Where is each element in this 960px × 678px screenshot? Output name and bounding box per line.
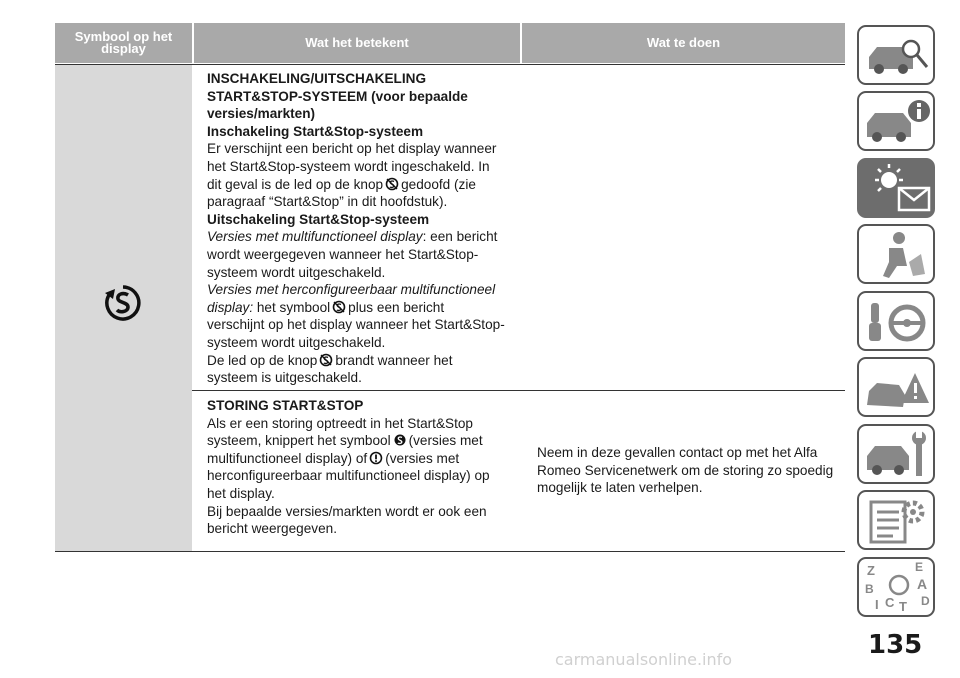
tab-emergency[interactable] xyxy=(857,357,935,417)
tab-safety[interactable] xyxy=(857,224,935,284)
start-stop-off-icon xyxy=(332,300,346,314)
index-letter-i: I xyxy=(875,597,879,612)
header-symbol: Symbool op het display xyxy=(55,23,192,63)
text-span: (versies met xyxy=(385,450,460,466)
row1-title-line1: INSCHAKELING/UITSCHAKELING xyxy=(207,71,427,86)
text-line: Versies met herconfigureerbaar multifunctioneel xyxy=(207,282,496,298)
text-line: Als er een storing optreedt in het Start&Stop xyxy=(207,415,473,431)
airbag-safety-icon xyxy=(859,226,933,282)
table-bottom-line xyxy=(55,551,845,552)
text-line xyxy=(207,176,522,194)
text-span: systeem, knippert het symbool xyxy=(207,433,391,449)
text-line: systeem wordt uitgeschakeld. xyxy=(207,264,386,280)
text-line: verschijnt op het display wanneer het Start&Stop- xyxy=(207,317,505,333)
index-letter-e: E xyxy=(915,560,924,574)
row1-subtitle-activation: Inschakeling Start&Stop-systeem xyxy=(207,123,424,139)
alphabetical-index-icon xyxy=(859,559,933,615)
text-span: plus een bericht xyxy=(348,299,445,315)
text-span: display: xyxy=(207,299,254,315)
technical-data-gear-icon xyxy=(859,492,933,548)
row1-title-line3: versies/markten) xyxy=(207,106,316,122)
start-stop-off-icon xyxy=(385,177,399,191)
header-meaning: Wat het betekent xyxy=(194,23,520,63)
text-span: multifunctioneel display) of xyxy=(207,450,368,466)
text-line: Romeo Servicenetwerk om de storing zo spoedig xyxy=(537,462,834,478)
text-line: Neem in deze gevallen contact op met het Alfa xyxy=(537,445,818,460)
text-line xyxy=(207,432,522,450)
tab-warning-lights[interactable] xyxy=(857,158,935,218)
text-line: herconfigureerbaar multifunctioneel display) op xyxy=(207,468,490,484)
start-stop-failure-icon xyxy=(393,433,407,447)
text-span: dit geval is de led op de knop xyxy=(207,176,384,192)
text-span: Versies met multifunctioneel display xyxy=(207,229,423,245)
text-line: Bij bepaalde versies/markten wordt er ook een xyxy=(207,503,487,519)
index-letter-t: T xyxy=(899,599,907,614)
warning-exclamation-icon xyxy=(369,451,383,465)
text-line: wordt weergegeven wanneer het Start&Stop- xyxy=(207,246,479,262)
text-span: het symbool xyxy=(253,299,331,315)
start-stop-symbol-icon xyxy=(103,283,143,323)
text-line xyxy=(207,299,522,317)
warning-light-message-icon xyxy=(859,160,933,216)
key-steering-wheel-icon xyxy=(859,293,933,349)
index-letter-b: B xyxy=(865,582,874,596)
row1-subtitle-deactivation: Uitschakeling Start&Stop-systeem xyxy=(207,211,430,227)
text-span: gedoofd (zie xyxy=(401,176,476,192)
index-letter-a: A xyxy=(917,576,928,592)
index-letter-d: D xyxy=(921,594,930,608)
row2-title: STORING START&STOP xyxy=(207,398,364,413)
text-line: systeem is uitgeschakeld. xyxy=(207,370,362,386)
tab-car-info[interactable] xyxy=(857,91,935,151)
page-number: 135 xyxy=(868,630,923,660)
text-span: (versies met xyxy=(408,433,483,449)
index-letter-c: C xyxy=(885,595,895,610)
text-line xyxy=(207,352,522,370)
text-span: brandt wanneer het xyxy=(335,352,453,368)
tab-car-search[interactable] xyxy=(857,25,935,85)
row2-meaning xyxy=(207,397,522,538)
row1-title-line2: START&STOP-SYSTEEM (voor bepaalde xyxy=(207,88,468,104)
text-line: het display. xyxy=(207,485,275,501)
tab-maintenance[interactable] xyxy=(857,424,935,484)
tab-technical-data[interactable] xyxy=(857,490,935,550)
text-line xyxy=(207,228,522,246)
car-wrench-icon xyxy=(859,426,933,482)
row-divider xyxy=(192,390,845,391)
car-info-icon xyxy=(859,93,933,149)
row1-meaning xyxy=(207,70,522,387)
text-line xyxy=(207,450,522,468)
start-stop-off-icon xyxy=(319,353,333,367)
symbol-column xyxy=(55,65,192,551)
text-line: systeem wordt uitgeschakeld. xyxy=(207,334,386,350)
tab-starting-driving[interactable] xyxy=(857,291,935,351)
text-span: De led op de knop xyxy=(207,352,318,368)
text-line: het Start&Stop-systeem wordt ingeschakeld. In xyxy=(207,158,490,174)
watermark: carmanualsonline.info xyxy=(555,650,733,669)
tab-index[interactable] xyxy=(857,557,935,617)
text-span: : een bericht xyxy=(422,229,498,245)
text-line: mogelijk te laten verhelpen. xyxy=(537,480,703,496)
text-line: paragraaf “Start&Stop” in dit hoofdstuk). xyxy=(207,194,448,210)
car-search-icon xyxy=(859,27,933,83)
text-line: bericht weergegeven. xyxy=(207,521,337,537)
row2-action xyxy=(537,444,847,497)
header-action: Wat te doen xyxy=(522,23,845,63)
text-line: Er verschijnt een bericht op het display wanneer xyxy=(207,141,497,157)
car-crash-warning-icon xyxy=(859,359,933,415)
index-letter-z: Z xyxy=(867,563,875,578)
